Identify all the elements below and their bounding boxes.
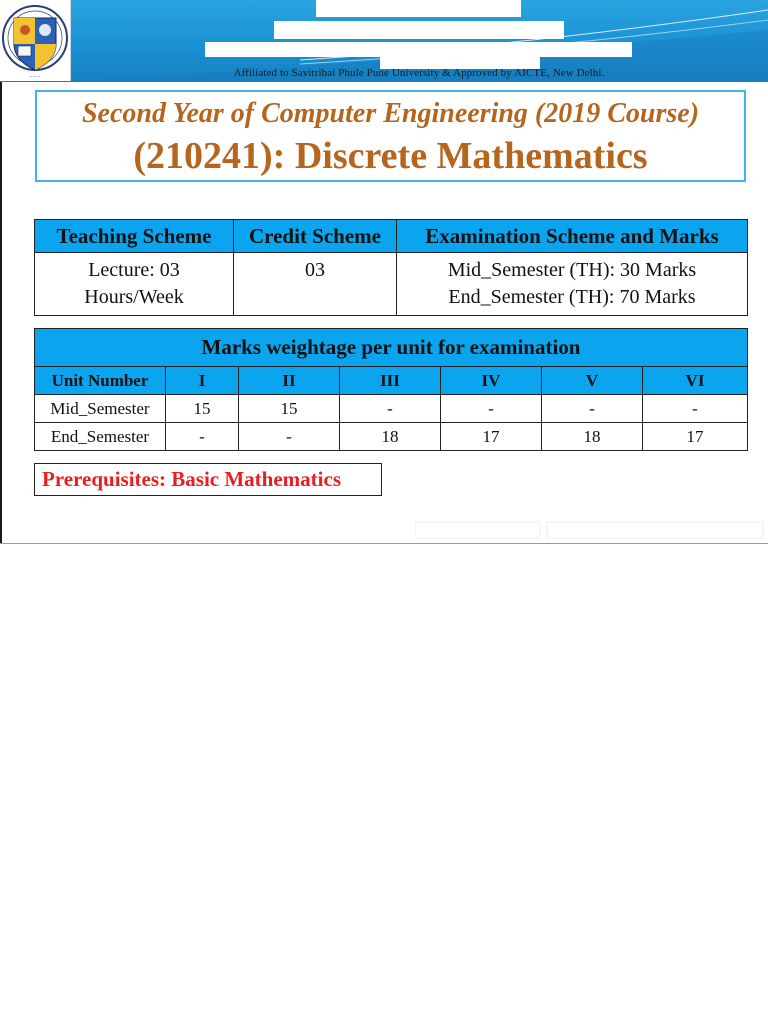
mark-cell: 18 <box>340 423 441 451</box>
course-title: (210241): Discrete Mathematics <box>133 135 648 177</box>
exam-line-mid: Mid_Semester (TH): 30 Marks <box>447 259 697 281</box>
unit-number-header: Unit Number <box>35 367 166 395</box>
mark-cell: 17 <box>643 423 748 451</box>
mark-cell: 15 <box>166 395 239 423</box>
unit-header: V <box>542 367 643 395</box>
header-banner <box>0 0 768 82</box>
exam-line-end: End_Semester (TH): 70 Marks <box>448 286 696 308</box>
teaching-scheme-cell <box>35 253 234 316</box>
affiliation-text: Affiliated to Savitribai Phule Pune University & Approved by AICTE, New Delhi. <box>233 67 605 79</box>
unit-header: II <box>239 367 340 395</box>
mark-cell: - <box>441 395 542 423</box>
header-name-band <box>205 42 632 57</box>
scheme-header-row <box>35 220 748 253</box>
unit-header: III <box>340 367 441 395</box>
table-row <box>35 423 748 451</box>
unit-header: VI <box>643 367 748 395</box>
row-label: End_Semester <box>35 423 166 451</box>
credit-scheme-cell: 03 <box>234 253 397 316</box>
scheme-value-row <box>35 253 748 316</box>
slide-bottom-border <box>0 543 768 544</box>
unit-header: IV <box>441 367 542 395</box>
mark-cell: - <box>542 395 643 423</box>
college-logo <box>0 0 71 81</box>
scheme-table <box>34 219 748 316</box>
credit-scheme-header: Credit Scheme <box>234 220 397 253</box>
unit-header: I <box>166 367 239 395</box>
marks-table-title: Marks weightage per unit for examination <box>35 329 748 367</box>
prerequisites-box: Prerequisites: Basic Mathematics <box>34 463 382 496</box>
exam-scheme-header: Examination Scheme and Marks <box>397 220 748 253</box>
mark-cell: 15 <box>239 395 340 423</box>
row-label: Mid_Semester <box>35 395 166 423</box>
left-border <box>0 82 2 544</box>
mark-cell: - <box>643 395 748 423</box>
header-name-band <box>316 0 521 17</box>
mark-cell: - <box>340 395 441 423</box>
table-row <box>35 395 748 423</box>
svg-text:~ ~ ~: ~ ~ ~ <box>29 75 41 80</box>
header-name-band <box>274 21 564 39</box>
teaching-scheme-header: Teaching Scheme <box>35 220 234 253</box>
marks-header-row <box>35 367 748 395</box>
mark-cell: - <box>166 423 239 451</box>
title-box <box>35 90 746 182</box>
footer-decoration <box>415 520 765 540</box>
mark-cell: 17 <box>441 423 542 451</box>
course-subtitle: Second Year of Computer Engineering (2019 Course) <box>81 98 700 129</box>
mark-cell: 18 <box>542 423 643 451</box>
college-emblem-icon <box>0 0 70 81</box>
mark-cell: - <box>239 423 340 451</box>
teaching-line: Lecture: 03 <box>88 259 180 281</box>
exam-scheme-cell <box>397 253 748 316</box>
marks-table <box>34 328 748 451</box>
teaching-line: Hours/Week <box>84 286 184 308</box>
